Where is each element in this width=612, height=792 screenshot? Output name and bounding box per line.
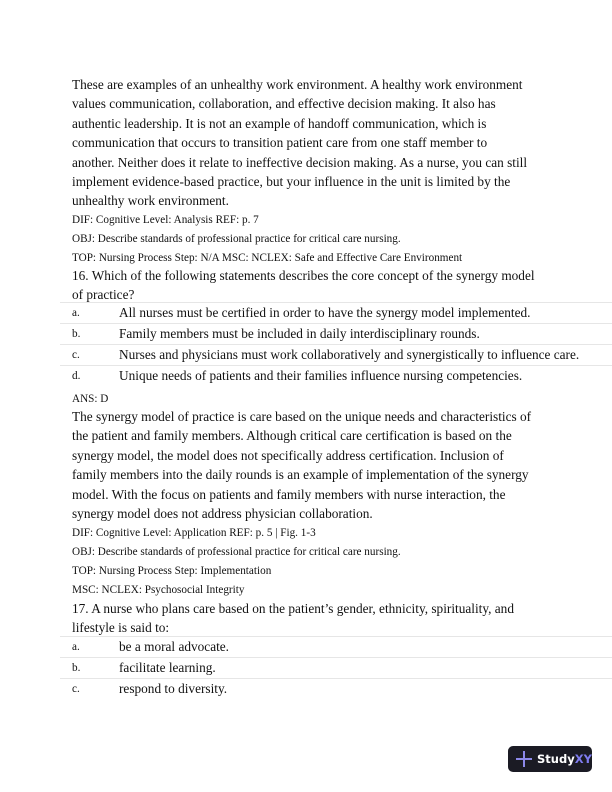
question-17-stem: lifestyle is said to: xyxy=(72,620,170,635)
option-text: be a moral advocate. xyxy=(119,639,230,654)
plus-icon xyxy=(516,751,532,767)
rationale-line: unhealthy work environment. xyxy=(72,193,229,209)
difficulty-ref: DIF: Cognitive Level: Application REF: p. 5 | Fig. 1-3 xyxy=(72,527,316,539)
rationale-line: synergy model does not address physician collaboration. xyxy=(72,506,373,521)
option-letter: d. xyxy=(72,370,81,382)
rationale-line: model. With the focus on patients and family members with nurse interaction, the xyxy=(72,486,506,502)
option-letter: c. xyxy=(72,683,80,695)
option-d[interactable] xyxy=(60,365,612,387)
option-letter: b. xyxy=(72,328,81,340)
option-letter: a. xyxy=(72,641,80,653)
answer-key: ANS: D xyxy=(72,393,109,405)
option-text: respond to diversity. xyxy=(119,681,228,696)
studyxy-logo[interactable] xyxy=(508,746,592,772)
option-letter: c. xyxy=(72,349,80,361)
rationale-line: values communication, collaboration, and effective decision making. It also has xyxy=(72,96,496,112)
objective: OBJ: Describe standards of professional practice for critical care nursing. xyxy=(72,546,401,558)
brand-name xyxy=(537,752,592,766)
brand-main: Study xyxy=(537,752,575,766)
rationale-line: family members into the daily rounds is an example of implementation of the synergy xyxy=(72,467,529,483)
option-text: Family members must be included in daily interdisciplinary rounds. xyxy=(119,326,480,341)
topic: TOP: Nursing Process Step: Implementation xyxy=(72,565,272,577)
option-c[interactable] xyxy=(60,344,612,366)
option-a[interactable] xyxy=(60,636,612,658)
rationale-line: implement evidence-based practice, but your influence in the unit is limited by the xyxy=(72,174,511,189)
rationale-line: communication that occurs to transition patient care from one staff member to xyxy=(72,135,488,151)
topic-msc: TOP: Nursing Process Step: N/A MSC: NCLEX: Safe and Effective Care Environment xyxy=(72,252,463,264)
rationale-line: the patient and family members. Although critical care certification is based on the xyxy=(72,428,512,444)
rationale-line: synergy model, the model does not specifically address certification. Inclusion of xyxy=(72,447,504,463)
option-text: All nurses must be certified in order to have the synergy model implemented. xyxy=(119,305,531,320)
question-17-stem: 17. A nurse who plans care based on the patient’s gender, ethnicity, spirituality, and xyxy=(72,601,514,616)
option-letter: b. xyxy=(72,662,81,674)
option-b[interactable] xyxy=(60,657,612,679)
option-letter: a. xyxy=(72,307,80,319)
rationale-line: authentic leadership. It is not an example of handoff communication, which is xyxy=(72,115,487,131)
option-text: Nurses and physicians must work collaboratively and synergistically to influence care. xyxy=(119,347,580,362)
option-a[interactable] xyxy=(60,302,612,324)
option-text: Unique needs of patients and their families influence nursing competencies. xyxy=(119,368,523,383)
question-16-stem: 16. Which of the following statements describes the core concept of the synergy model xyxy=(72,268,535,283)
rationale-line: another. Neither does it relate to ineffective decision making. As a nurse, you can still xyxy=(72,154,528,170)
option-text: facilitate learning. xyxy=(119,660,216,675)
option-c[interactable] xyxy=(60,678,612,700)
brand-accent: XY xyxy=(574,752,592,766)
rationale-line: The synergy model of practice is care based on the unique needs and characteristics of xyxy=(72,409,532,424)
rationale-line: These are examples of an unhealthy work environment. A healthy work environment xyxy=(72,77,523,92)
question-16-stem: of practice? xyxy=(72,287,135,302)
objective: OBJ: Describe standards of professional practice for critical care nursing. xyxy=(72,233,401,245)
difficulty-ref: DIF: Cognitive Level: Analysis REF: p. 7 xyxy=(72,214,259,226)
msc: MSC: NCLEX: Psychosocial Integrity xyxy=(72,584,245,596)
option-b[interactable] xyxy=(60,323,612,345)
